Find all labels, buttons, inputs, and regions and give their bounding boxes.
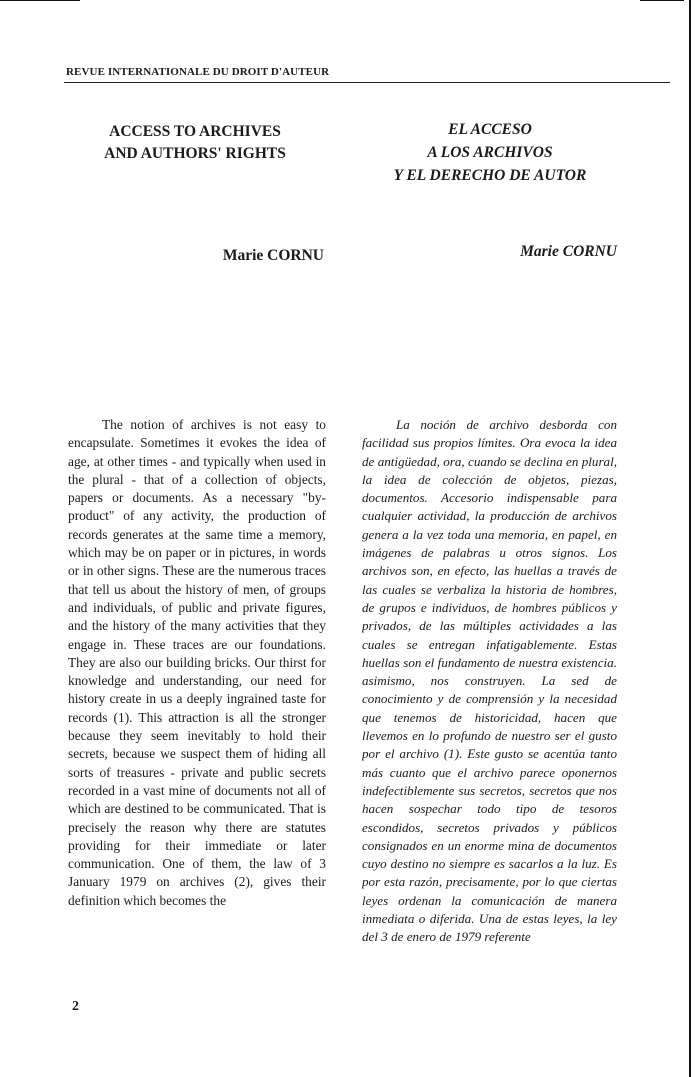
article-title-en xyxy=(70,121,320,165)
body-column-es xyxy=(362,416,617,976)
body-column-en xyxy=(68,416,326,976)
scan-border-top xyxy=(0,0,80,1)
title-en-line-2: AND AUTHORS' RIGHTS xyxy=(104,145,286,162)
journal-title: REVUE INTERNATIONALE DU DROIT D'AUTEUR xyxy=(66,66,330,78)
title-es-line-2: A LOS ARCHIVOS xyxy=(427,144,553,161)
scan-border-top-right xyxy=(640,0,684,1)
page-number: 2 xyxy=(72,999,79,1014)
scan-border-right xyxy=(689,0,691,1077)
author-es: Marie CORNU xyxy=(520,243,617,260)
title-en-line-1: ACCESS TO ARCHIVES xyxy=(109,123,281,140)
title-es-line-1: EL ACCESO xyxy=(448,121,532,138)
body-paragraph-es: La noción de archivo desborda con facilidad sus propios límites. Ora evoca la idea de antigüedad, ora, cuando se declina en plural, la idea de colección de objetos, piezas, documentos. Accesorio indispensable para cualquier actividad, la producción de archivos genera a la vez toda una memoria, en papel, en imágenes de palabras u otros signos. Los archivos son, en efecto, las huellas a través de las cuales se verbaliza la historia de hombres, de grupos e individuos, de hombres públicos y privados, de las múltiples actividades a las cuales se entregan infatigablemente. Estas huellas son el fundamento de nuestra existencia. asimismo, nos construyen. La sed de conocimiento y de comprensión y la necesidad que tenemos de historicidad, hacen que llevemos en lo profundo de nuestro ser el gusto por el archivo (1). Este gusto se acentúa tanto más cuanto que el archivo parece oponernos indefectiblemente sus secretos, secretos que nos hacen sospechar todo tipo de tesoros escondidos, secretos privados y públicos consignados en un enorme mina de documentos cuyo destino no siempre es sacarlos a la luz. Es por esta razón, precisamente, por lo que ciertas leyes ordenan la comunicación de manera inmediata o diferida. Una de estas leyes, la ley del 3 de enero de 1979 referente xyxy=(362,417,617,945)
header-rule xyxy=(64,82,670,83)
title-es-line-3: Y EL DERECHO DE AUTOR xyxy=(393,167,587,184)
author-en: Marie CORNU xyxy=(222,247,324,264)
article-title-es xyxy=(360,118,620,187)
body-paragraph-en: The notion of archives is not easy to encapsulate. Sometimes it evokes the idea of age, at other times - and typically when used in the plural - that of a collection of objects, papers or documents. As a necessary "by-product" of any activity, the production of records generates at the same time a memory, which may be on paper or in pictures, in words or in other signs. These are the numerous traces that tell us about the history of men, of groups and individuals, of public and private figures, and the history of the many activities that they engage in. These traces are our foundations. They are also our building bricks. Our thirst for knowledge and understanding, our need for history create in us a deeply ingrained taste for records (1). This attraction is all the stronger because they seem inevitably to hold their secrets, because we suspect them of hiding all sorts of treasures - private and public secrets recorded in a vast mine of documents not all of which are destined to be communicated. That is precisely the reason why there are statutes providing for their immediate or later communication. One of them, the law of 3 January 1979 on archives (2), gives their definition which becomes the xyxy=(68,417,326,908)
